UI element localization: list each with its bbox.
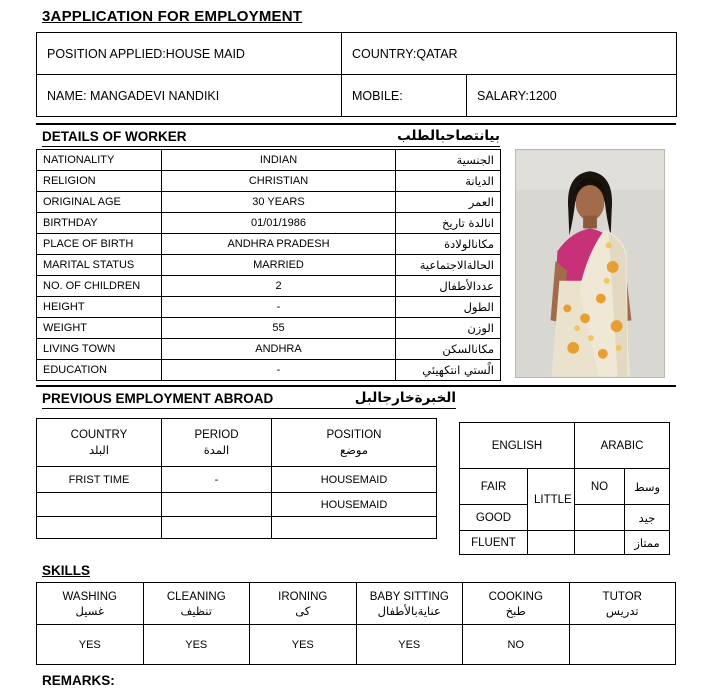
- skill-header-ironing: IRONING كى: [250, 583, 357, 625]
- table-row: [37, 339, 501, 360]
- detail-value: CHRISTIAN: [162, 171, 396, 192]
- table-row: [37, 234, 501, 255]
- worker-photo: [515, 149, 665, 378]
- table-row: [37, 75, 677, 117]
- table-row: [37, 517, 437, 539]
- table-row: [37, 171, 501, 192]
- field-country: COUNTRY:QATAR: [342, 33, 677, 75]
- worker-photo-image: [516, 150, 664, 377]
- table-row: [37, 33, 677, 75]
- arabic-level-good: جيد: [624, 505, 669, 531]
- employment-country: [37, 517, 162, 539]
- previous-employment-heading-en: PREVIOUS EMPLOYMENT ABROAD: [42, 391, 274, 406]
- skill-header-cooking: COOKING طبخ: [463, 583, 570, 625]
- detail-label-arabic: مكانالسكن: [396, 339, 501, 360]
- table-row: [37, 255, 501, 276]
- table-header-row: [37, 583, 676, 625]
- table-row: [37, 192, 501, 213]
- detail-label-arabic: الًستي انتكهيئي: [396, 360, 501, 381]
- remarks-label: REMARKS:: [42, 673, 115, 688]
- skill-value-cleaning: YES: [143, 625, 250, 665]
- detail-value: ANDHRA PRADESH: [162, 234, 396, 255]
- details-section-heading: [42, 128, 500, 147]
- detail-label-arabic: الجنسية: [396, 150, 501, 171]
- detail-label: RELIGION: [37, 171, 162, 192]
- table-row: [37, 297, 501, 318]
- field-salary: SALARY:1200: [467, 75, 677, 117]
- english-level-good: GOOD: [459, 505, 527, 531]
- detail-label: PLACE OF BIRTH: [37, 234, 162, 255]
- detail-label-arabic: الوزن: [396, 318, 501, 339]
- arabic-rating: NO: [574, 469, 624, 505]
- field-name: NAME: MANGADEVI NANDIKI: [37, 75, 342, 117]
- detail-label-arabic: العمر: [396, 192, 501, 213]
- details-section: [36, 149, 676, 381]
- table-header-row: [459, 423, 669, 469]
- detail-value: 2: [162, 276, 396, 297]
- detail-label: EDUCATION: [37, 360, 162, 381]
- table-row: [37, 625, 676, 665]
- table-row: [459, 469, 669, 505]
- detail-label: MARITAL STATUS: [37, 255, 162, 276]
- worker-details-table: [36, 149, 501, 381]
- detail-label: WEIGHT: [37, 318, 162, 339]
- table-row: [37, 467, 437, 493]
- field-position-applied: POSITION APPLIED:HOUSE MAID: [37, 33, 342, 75]
- skill-value-ironing: YES: [250, 625, 357, 665]
- english-rating: LITTLE: [527, 469, 574, 531]
- previous-employment-table: [36, 418, 437, 539]
- skill-value-cooking: NO: [463, 625, 570, 665]
- english-level-fair: FAIR: [459, 469, 527, 505]
- english-rating-empty: [527, 531, 574, 555]
- arabic-rating-empty: [574, 505, 624, 531]
- skills-heading-text: SKILLS: [42, 563, 91, 578]
- column-header-arabic: ARABIC: [574, 423, 669, 469]
- table-row: [459, 531, 669, 555]
- table-row: [37, 360, 501, 381]
- column-header-period: PERIOD المدة: [162, 419, 272, 467]
- detail-label: NO. OF CHILDREN: [37, 276, 162, 297]
- applicant-summary-table: [36, 32, 677, 117]
- table-row: [37, 276, 501, 297]
- skill-value-tutor: [569, 625, 676, 665]
- detail-label: NATIONALITY: [37, 150, 162, 171]
- detail-label: BIRTHDAY: [37, 213, 162, 234]
- page-title: [42, 8, 676, 25]
- table-row: [37, 213, 501, 234]
- detail-value: -: [162, 360, 396, 381]
- employment-position: HOUSEMAID: [272, 467, 437, 493]
- language-skills-table: [459, 422, 670, 555]
- column-header-english: ENGLISH: [459, 423, 574, 469]
- detail-value: -: [162, 297, 396, 318]
- detail-label-arabic: انالدة تاريخ: [396, 213, 501, 234]
- field-mobile: MOBILE:: [342, 75, 467, 117]
- detail-label: LIVING TOWN: [37, 339, 162, 360]
- employment-period: -: [162, 467, 272, 493]
- detail-value: ANDHRA: [162, 339, 396, 360]
- skills-table: [36, 582, 676, 665]
- detail-label: HEIGHT: [37, 297, 162, 318]
- table-header-row: [37, 419, 437, 467]
- previous-employment-heading-ar: الخبرةخارجالبل: [354, 390, 456, 406]
- detail-label-arabic: الطول: [396, 297, 501, 318]
- skill-header-washing: WASHING غسيل: [37, 583, 144, 625]
- detail-label: ORIGINAL AGE: [37, 192, 162, 213]
- skill-value-babysitting: YES: [356, 625, 463, 665]
- arabic-level-fair: وسط: [624, 469, 669, 505]
- detail-value: 55: [162, 318, 396, 339]
- employment-country: FRIST TIME: [37, 467, 162, 493]
- detail-label-arabic: مكانالولادة: [396, 234, 501, 255]
- employment-position: HOUSEMAID: [272, 493, 437, 517]
- skill-header-babysitting: BABY SITTING عنايةبالأطفال: [356, 583, 463, 625]
- employment-position: [272, 517, 437, 539]
- details-heading-ar: بيانتصاحبالطلب: [397, 128, 500, 144]
- table-row: [37, 493, 437, 517]
- table-row: [37, 318, 501, 339]
- table-row: [37, 150, 501, 171]
- section-divider: [36, 123, 676, 125]
- detail-label-arabic: الديانة: [396, 171, 501, 192]
- employment-period: [162, 517, 272, 539]
- skill-value-washing: YES: [37, 625, 144, 665]
- details-heading-en: DETAILS OF WORKER: [42, 129, 187, 144]
- previous-employment-section: [36, 418, 676, 555]
- detail-label-arabic: الحالةالاجتماعية: [396, 255, 501, 276]
- previous-employment-heading: [42, 390, 456, 409]
- detail-value: 30 YEARS: [162, 192, 396, 213]
- employment-country: [37, 493, 162, 517]
- detail-value: 01/01/1986: [162, 213, 396, 234]
- detail-value: MARRIED: [162, 255, 396, 276]
- english-level-fluent: FLUENT: [459, 531, 527, 555]
- section-divider: [36, 385, 676, 387]
- detail-value: INDIAN: [162, 150, 396, 171]
- arabic-level-fluent: ممتاز: [624, 531, 669, 555]
- skills-section-heading: [42, 563, 676, 578]
- employment-period: [162, 493, 272, 517]
- skill-header-tutor: TUTOR تدريس: [569, 583, 676, 625]
- skill-header-cleaning: CLEANING تنظيف: [143, 583, 250, 625]
- column-header-position: POSITION موضع: [272, 419, 437, 467]
- arabic-rating-empty: [574, 531, 624, 555]
- column-header-country: COUNTRY البلد: [37, 419, 162, 467]
- detail-label-arabic: عددالأطفال: [396, 276, 501, 297]
- page-title-text: 3APPLICATION FOR EMPLOYMENT: [42, 8, 303, 25]
